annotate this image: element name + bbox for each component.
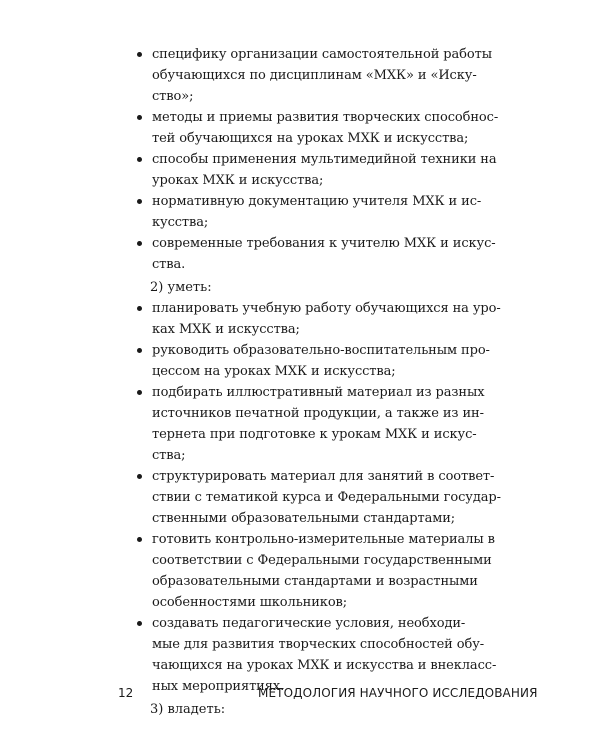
page-body [134,44,501,720]
bullet-item [134,191,494,233]
bullet-item [134,149,497,191]
text-line: тернета при подготовке к урокам МХК и искус- [152,427,477,442]
text-line: методы и приемы развития творческих способнос- [152,110,499,125]
text-line: кусства; [152,215,209,230]
text-line: тей обучающихся на уроках МХК и искусства; [152,131,469,146]
text-line: соответствии с Федеральными государственными [152,553,492,568]
text-line: ство»; [152,89,194,104]
bullet-dot-icon [137,157,142,162]
text-line: образовательными стандартами и возрастными [152,574,478,589]
text-line: чающихся на уроках МХК и искусства и внекласс- [152,658,497,673]
text-line: мые для развития творческих способностей обу- [152,637,485,652]
bullet-item [134,340,494,382]
bullet-item [134,529,494,613]
text-line: особенностями школьников; [152,595,348,610]
bullet-dot-icon [137,199,142,204]
section-label-mastery: 3) владеть: [150,702,226,717]
bullet-item [134,233,494,275]
text-line: цессом на уроках МХК и искусства; [152,364,396,379]
bullet-item [134,298,501,340]
text-line: ственными образовательными стандартами; [152,511,456,526]
bullet-dot-icon [137,537,142,542]
text-line: подбирать иллюстративный материал из разных [152,385,485,400]
bullet-item [134,44,494,107]
text-line: ствии с тематикой курса и Федеральными государ- [152,490,501,505]
running-title: МЕТОДОЛОГИЯ НАУЧНОГО ИССЛЕДОВАНИЯ [258,686,538,700]
text-line: специфику организации самостоятельной работы [152,47,492,62]
bullet-dot-icon [137,474,142,479]
text-line: планировать учебную работу обучающихся на уро- [152,301,501,316]
page-footer [0,686,600,706]
knowledge-list [134,44,499,275]
bullet-dot-icon [137,52,142,57]
text-line: ных мероприятиях. [152,679,285,694]
bullet-item [134,466,501,529]
text-line: готовить контрольно-измерительные материалы в [152,532,495,547]
text-line: способы применения мультимедийной техники на [152,152,497,167]
text-line: ства. [152,257,186,272]
text-line: создавать педагогические условия, необходи- [152,616,466,631]
bullet-dot-icon [137,348,142,353]
bullet-dot-icon [137,241,142,246]
text-line: современные требования к учителю МХК и искус- [152,236,496,251]
bullet-dot-icon [137,115,142,120]
text-line: уроках МХК и искусства; [152,173,324,188]
bullet-item [134,382,494,466]
bullet-item [134,613,497,697]
text-line: нормативную документацию учителя МХК и ис- [152,194,482,209]
page-number: 12 [118,686,134,700]
text-line: руководить образовательно-воспитательным про- [152,343,490,358]
bullet-item [134,107,499,149]
text-line: ках МХК и искусства; [152,322,300,337]
text-line: обучающихся по дисциплинам «МХК» и «Иску- [152,68,477,83]
section-label-skills: 2) уметь: [150,280,212,295]
text-line: ства; [152,448,186,463]
skills-list [134,298,501,697]
bullet-dot-icon [137,621,142,626]
bullet-dot-icon [137,390,142,395]
bullet-dot-icon [137,306,142,311]
text-line: источников печатной продукции, а также из ин- [152,406,484,421]
text-line: структурировать материал для занятий в соответ- [152,469,495,484]
